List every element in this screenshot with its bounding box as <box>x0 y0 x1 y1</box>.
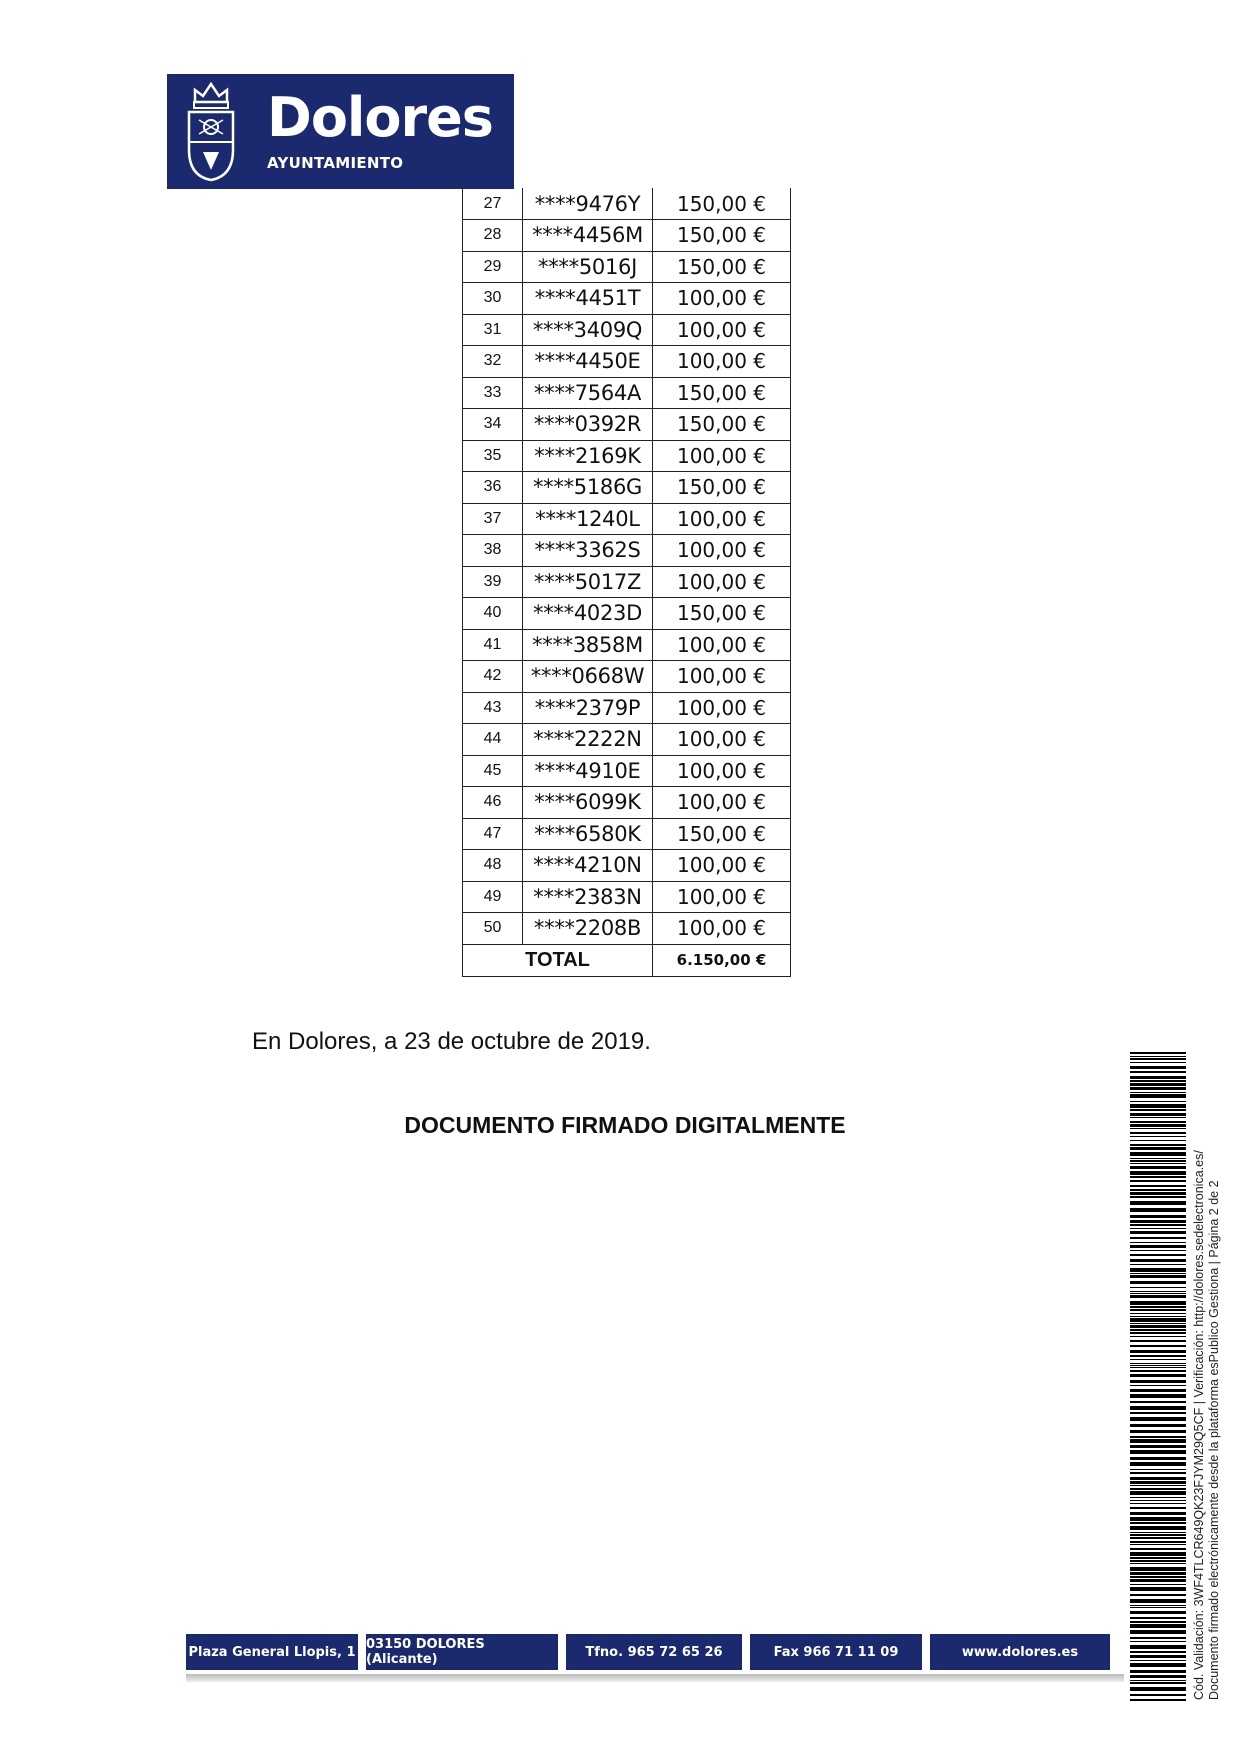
row-id: ****2379P <box>523 692 653 724</box>
barcode-bar <box>1130 1641 1186 1642</box>
barcode-bar <box>1130 1275 1186 1278</box>
row-id: ****7564A <box>523 377 653 409</box>
row-number: 45 <box>463 755 523 787</box>
barcode-bar <box>1130 1281 1186 1284</box>
barcode-bar <box>1130 1682 1186 1684</box>
barcode-bar <box>1130 1560 1186 1562</box>
row-number: 50 <box>463 913 523 945</box>
barcode-bar <box>1130 1630 1186 1634</box>
barcode-bar <box>1130 1080 1186 1082</box>
barcode-bar <box>1130 1092 1186 1093</box>
barcode-bar <box>1130 1567 1186 1571</box>
row-id: ****3858M <box>523 629 653 661</box>
barcode-bar <box>1130 1295 1186 1298</box>
barcode-bar <box>1130 1087 1186 1090</box>
barcode-bar <box>1130 1621 1186 1623</box>
barcode-bar <box>1130 1526 1186 1530</box>
barcode-bar <box>1130 1699 1186 1701</box>
barcode-bar <box>1130 1231 1186 1234</box>
barcode-bar <box>1130 1507 1186 1509</box>
barcode-bar <box>1130 1176 1186 1178</box>
row-amount: 100,00 € <box>653 661 791 693</box>
barcode-bar <box>1130 1572 1186 1575</box>
barcode-bar <box>1130 1215 1186 1218</box>
row-amount: 150,00 € <box>653 818 791 850</box>
barcode-bar <box>1130 1180 1186 1182</box>
row-number: 31 <box>463 314 523 346</box>
barcode-bar <box>1130 1660 1186 1661</box>
barcode-bar <box>1130 1158 1186 1159</box>
barcode-bar <box>1130 1436 1186 1438</box>
row-amount: 100,00 € <box>653 913 791 945</box>
footer-bar <box>186 1634 1124 1680</box>
row-id: ****9476Y <box>523 188 653 220</box>
barcode-bar <box>1130 1439 1186 1443</box>
table-row <box>463 850 791 882</box>
barcode-bar <box>1130 1617 1186 1619</box>
row-amount: 150,00 € <box>653 472 791 504</box>
barcode-bar <box>1130 1485 1186 1486</box>
row-amount: 100,00 € <box>653 850 791 882</box>
barcode-bar <box>1130 1237 1186 1239</box>
barcode-bar <box>1130 1605 1186 1606</box>
table-row <box>463 409 791 441</box>
barcode-bar <box>1130 1094 1186 1098</box>
barcode-bar <box>1130 1301 1186 1305</box>
barcode-bar <box>1130 1624 1186 1628</box>
barcode-bar <box>1130 1512 1186 1515</box>
barcode-bar <box>1130 1687 1186 1691</box>
total-label: TOTAL <box>463 944 653 976</box>
barcode-bar <box>1130 1532 1186 1533</box>
barcode-bar <box>1130 1517 1186 1521</box>
row-amount: 150,00 € <box>653 188 791 220</box>
barcode-bar <box>1130 1273 1186 1274</box>
barcode-bar <box>1130 1534 1186 1536</box>
table-row <box>463 692 791 724</box>
barcode-bar <box>1130 1367 1186 1368</box>
row-amount: 150,00 € <box>653 409 791 441</box>
barcode-bar <box>1130 1268 1186 1272</box>
row-id: ****6580K <box>523 818 653 850</box>
barcode-bar <box>1130 1113 1186 1116</box>
barcode-bar <box>1130 1584 1186 1585</box>
barcode-bar <box>1130 1563 1186 1564</box>
barcode-bar <box>1130 1389 1186 1392</box>
barcode-bar <box>1130 1462 1186 1466</box>
barcode-bar <box>1130 1147 1186 1150</box>
table-row <box>463 598 791 630</box>
barcode-bar <box>1130 1325 1186 1328</box>
barcode-bar <box>1130 1472 1186 1474</box>
row-amount: 100,00 € <box>653 881 791 913</box>
row-number: 47 <box>463 818 523 850</box>
row-id: ****5017Z <box>523 566 653 598</box>
barcode-bar <box>1130 1537 1186 1539</box>
barcode-bar <box>1130 1607 1186 1608</box>
row-number: 40 <box>463 598 523 630</box>
barcode-bar <box>1130 1406 1186 1410</box>
table-row <box>463 913 791 945</box>
barcode-bar <box>1130 1645 1186 1649</box>
table-row <box>463 535 791 567</box>
logo-name: Dolores <box>267 86 493 149</box>
barcode-bar <box>1130 1083 1186 1086</box>
barcode-bar <box>1130 1132 1186 1134</box>
barcode-bar <box>1130 1323 1186 1324</box>
table-row <box>463 787 791 819</box>
validation-text <box>1192 1150 1222 1700</box>
table-row <box>463 314 791 346</box>
barcode-bar <box>1130 1557 1186 1559</box>
barcode-bar <box>1130 1365 1186 1366</box>
barcode-bar <box>1130 1412 1186 1414</box>
table-row <box>463 661 791 693</box>
row-id: ****5186G <box>523 472 653 504</box>
barcode-bar <box>1130 1363 1186 1364</box>
barcode-bar <box>1130 1264 1186 1265</box>
row-amount: 100,00 € <box>653 503 791 535</box>
barcode-bar <box>1130 1242 1186 1243</box>
barcode-bar <box>1130 1052 1186 1054</box>
row-id: ****3362S <box>523 535 653 567</box>
barcode-bar <box>1130 1140 1186 1141</box>
barcode-bar <box>1130 1313 1186 1314</box>
footer-address: Plaza General Llopis, 1 <box>186 1634 358 1670</box>
barcode-bar <box>1130 1058 1186 1060</box>
barcode-bar <box>1130 1208 1186 1212</box>
barcode-bar <box>1130 1316 1186 1317</box>
barcode-bar <box>1130 1062 1186 1063</box>
row-id: ****6099K <box>523 787 653 819</box>
row-number: 38 <box>463 535 523 567</box>
row-number: 44 <box>463 724 523 756</box>
row-number: 39 <box>463 566 523 598</box>
row-amount: 150,00 € <box>653 598 791 630</box>
table-row <box>463 346 791 378</box>
row-id: ****4456M <box>523 220 653 252</box>
barcode-bar <box>1130 1309 1186 1311</box>
barcode-bar <box>1130 1457 1186 1460</box>
barcode-bar <box>1130 1544 1186 1545</box>
row-id: ****2383N <box>523 881 653 913</box>
row-id: ****3409Q <box>523 314 653 346</box>
barcode-bar <box>1130 1171 1186 1175</box>
footer-city: 03150 DOLORES (Alicante) <box>366 1634 558 1670</box>
table-row <box>463 724 791 756</box>
barcode-bar <box>1130 1548 1186 1550</box>
barcode-bar <box>1130 1196 1186 1198</box>
table-row <box>463 283 791 315</box>
barcode-bar <box>1130 1611 1186 1614</box>
row-number: 43 <box>463 692 523 724</box>
barcode-bar <box>1130 1576 1186 1578</box>
barcode-bar <box>1130 1488 1186 1490</box>
table-row <box>463 472 791 504</box>
barcode-bar <box>1130 1066 1186 1069</box>
row-number: 48 <box>463 850 523 882</box>
row-number: 29 <box>463 251 523 283</box>
total-amount: 6.150,00 € <box>653 944 791 976</box>
barcode-bar <box>1130 1477 1186 1480</box>
barcode-bar <box>1130 1228 1186 1229</box>
barcode-bar <box>1130 1663 1186 1667</box>
barcode-bar <box>1130 1500 1186 1501</box>
barcode-bar <box>1130 1469 1186 1470</box>
barcode-bar <box>1130 1245 1186 1248</box>
row-amount: 100,00 € <box>653 566 791 598</box>
barcode-bar <box>1130 1329 1186 1331</box>
row-amount: 150,00 € <box>653 377 791 409</box>
barcode-bar <box>1130 1503 1186 1504</box>
validation-line-1: Cód. Validación: 3WF4TLCR649QK23FJYM29Q5CF | Verificación: http://dolores.sedelectronica.es/ <box>1192 1150 1206 1700</box>
barcode-bar <box>1130 1101 1186 1102</box>
row-number: 42 <box>463 661 523 693</box>
barcode-bar <box>1130 1136 1186 1137</box>
row-number: 36 <box>463 472 523 504</box>
row-amount: 100,00 € <box>653 283 791 315</box>
row-amount: 100,00 € <box>653 535 791 567</box>
barcode-bar <box>1130 1350 1186 1353</box>
row-amount: 100,00 € <box>653 787 791 819</box>
row-amount: 100,00 € <box>653 629 791 661</box>
barcode-bar <box>1130 1220 1186 1223</box>
row-number: 33 <box>463 377 523 409</box>
barcode-bar <box>1130 1675 1186 1678</box>
barcode-bar <box>1130 1254 1186 1256</box>
barcode-bar <box>1130 1185 1186 1187</box>
barcode-bar <box>1130 1599 1186 1603</box>
row-number: 30 <box>463 283 523 315</box>
row-amount: 150,00 € <box>653 251 791 283</box>
barcode-bar <box>1130 1374 1186 1377</box>
table-row <box>463 377 791 409</box>
table-row <box>463 251 791 283</box>
barcode-bar <box>1130 1152 1186 1156</box>
row-id: ****2169K <box>523 440 653 472</box>
barcode-bar <box>1130 1163 1186 1164</box>
barcode-bar <box>1130 1117 1186 1118</box>
barcode-bar <box>1130 1192 1186 1195</box>
barcode-bar <box>1130 1250 1186 1251</box>
barcode-bar <box>1130 1201 1186 1205</box>
row-number: 28 <box>463 220 523 252</box>
barcode-bar <box>1130 1651 1186 1653</box>
barcode-bar <box>1130 1491 1186 1495</box>
total-row <box>463 944 791 976</box>
row-number: 27 <box>463 188 523 220</box>
barcode-bar <box>1130 1259 1186 1262</box>
table-row <box>463 503 791 535</box>
row-id: ****4023D <box>523 598 653 630</box>
barcode-bar <box>1130 1109 1186 1111</box>
barcode-bar <box>1130 1394 1186 1398</box>
barcode-bar <box>1130 1694 1186 1696</box>
barcode-bar <box>1130 1306 1186 1308</box>
row-number: 49 <box>463 881 523 913</box>
row-id: ****0668W <box>523 661 653 693</box>
barcode-bar <box>1130 1424 1186 1427</box>
barcode-bar <box>1130 1380 1186 1383</box>
barcode-bar <box>1130 1293 1186 1294</box>
row-amount: 100,00 € <box>653 314 791 346</box>
footer-fax: Fax 966 71 11 09 <box>750 1634 922 1670</box>
barcode-bar <box>1130 1637 1186 1639</box>
row-id: ****4910E <box>523 755 653 787</box>
barcode-bar <box>1130 1224 1186 1226</box>
barcode-bar <box>1130 1401 1186 1403</box>
barcode-bar <box>1130 1291 1186 1292</box>
table-row <box>463 188 791 220</box>
row-amount: 100,00 € <box>653 724 791 756</box>
barcode-bar <box>1130 1541 1186 1543</box>
barcode-bar <box>1130 1287 1186 1288</box>
barcode-bar <box>1130 1128 1186 1129</box>
barcode-bar <box>1130 1318 1186 1322</box>
row-number: 34 <box>463 409 523 441</box>
barcode-bar <box>1130 1445 1186 1448</box>
barcode-bar <box>1130 1076 1186 1079</box>
table-row <box>463 881 791 913</box>
barcode-bar <box>1130 1594 1186 1596</box>
row-amount: 100,00 € <box>653 692 791 724</box>
barcode-bar <box>1130 1355 1186 1357</box>
row-amount: 100,00 € <box>653 755 791 787</box>
row-id: ****5016J <box>523 251 653 283</box>
dolores-logo <box>167 74 514 189</box>
barcode-bar <box>1130 1332 1186 1334</box>
barcode-bar <box>1130 1417 1186 1421</box>
row-number: 41 <box>463 629 523 661</box>
barcode-bar <box>1130 1522 1186 1524</box>
table-row <box>463 220 791 252</box>
barcode-bar <box>1130 1680 1186 1681</box>
barcode-bar <box>1130 1345 1186 1347</box>
table-row <box>463 566 791 598</box>
logo-subtitle: AYUNTAMIENTO <box>267 154 404 172</box>
coat-of-arms-icon <box>181 80 241 184</box>
barcode-bar <box>1130 1587 1186 1591</box>
row-amount: 100,00 € <box>653 346 791 378</box>
barcode-bar <box>1130 1497 1186 1498</box>
barcode-icon <box>1130 1052 1186 1702</box>
barcode-bar <box>1130 1481 1186 1484</box>
table-row <box>463 755 791 787</box>
row-amount: 100,00 € <box>653 440 791 472</box>
row-id: ****2208B <box>523 913 653 945</box>
barcode-bar <box>1130 1166 1186 1169</box>
barcode-bar <box>1130 1340 1186 1342</box>
row-number: 35 <box>463 440 523 472</box>
signed-notice: DOCUMENTO FIRMADO DIGITALMENTE <box>404 1112 846 1138</box>
barcode-bar <box>1130 1144 1186 1146</box>
row-id: ****4210N <box>523 850 653 882</box>
footer-phone: Tfno. 965 72 65 26 <box>566 1634 742 1670</box>
place-date: En Dolores, a 23 de octubre de 2019. <box>252 1028 651 1055</box>
barcode-bar <box>1130 1124 1186 1127</box>
row-amount: 150,00 € <box>653 220 791 252</box>
row-id: ****0392R <box>523 409 653 441</box>
barcode-bar <box>1130 1385 1186 1386</box>
row-id: ****4450E <box>523 346 653 378</box>
barcode-bar <box>1130 1552 1186 1556</box>
table-row <box>463 440 791 472</box>
barcode-bar <box>1130 1450 1186 1454</box>
barcode-bar <box>1130 1121 1186 1123</box>
footer-web[interactable]: www.dolores.es <box>930 1634 1110 1670</box>
table-row <box>463 629 791 661</box>
beneficiaries-table <box>462 188 791 977</box>
barcode-bar <box>1130 1056 1186 1057</box>
barcode-bar <box>1130 1359 1186 1360</box>
barcode-bar <box>1130 1655 1186 1658</box>
footer-shadow <box>186 1674 1124 1682</box>
barcode-bar <box>1130 1189 1186 1191</box>
barcode-bar <box>1130 1104 1186 1108</box>
row-number: 32 <box>463 346 523 378</box>
barcode-bar <box>1130 1579 1186 1582</box>
row-number: 37 <box>463 503 523 535</box>
barcode-bar <box>1130 1071 1186 1073</box>
barcode-bar <box>1130 1160 1186 1162</box>
barcode-bar <box>1130 1336 1186 1337</box>
barcode-bar <box>1130 1670 1186 1673</box>
row-id: ****2222N <box>523 724 653 756</box>
row-id: ****1240L <box>523 503 653 535</box>
row-id: ****4451T <box>523 283 653 315</box>
validation-line-2: Documento firmado electrónicamente desde la plataforma esPublico Gestiona | Página 2 de 2 <box>1207 1180 1221 1700</box>
table-row <box>463 818 791 850</box>
barcode-bar <box>1130 1430 1186 1433</box>
row-number: 46 <box>463 787 523 819</box>
barcode-bar <box>1130 1370 1186 1372</box>
